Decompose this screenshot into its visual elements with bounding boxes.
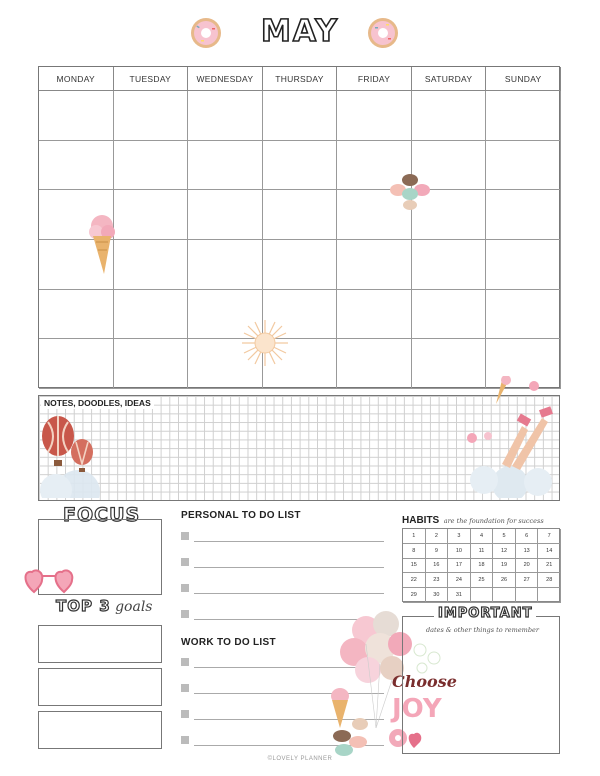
habit-day-cell[interactable]: 5: [493, 529, 516, 544]
habits-tagline: are the foundation for success: [443, 517, 544, 525]
weekday-header: SUNDAY: [486, 67, 561, 91]
calendar-day-cell[interactable]: [39, 339, 114, 389]
personal-todo-title: PERSONAL TO DO LIST: [181, 510, 301, 521]
calendar-day-cell[interactable]: [114, 190, 189, 240]
joy-word: JOY: [392, 694, 442, 724]
habit-day-cell[interactable]: 10: [448, 544, 471, 559]
sun-icon: [240, 318, 290, 368]
todo-checkbox[interactable]: [181, 658, 189, 666]
calendar-day-cell[interactable]: [263, 190, 338, 240]
top3-title: [56, 597, 153, 616]
goal-box-1[interactable]: [38, 625, 162, 663]
todo-line[interactable]: [194, 593, 384, 594]
habit-day-cell[interactable]: 28: [538, 573, 561, 588]
calendar-day-cell[interactable]: [337, 290, 412, 340]
habit-day-cell[interactable]: 29: [403, 588, 426, 603]
habit-day-cell[interactable]: 1: [403, 529, 426, 544]
calendar-day-cell[interactable]: [263, 240, 338, 290]
goal-box-2[interactable]: [38, 668, 162, 706]
weekday-header: FRIDAY: [337, 67, 412, 91]
habit-day-cell[interactable]: 3: [448, 529, 471, 544]
calendar-day-cell[interactable]: [188, 190, 263, 240]
habit-day-cell[interactable]: [516, 588, 539, 603]
habit-day-cell[interactable]: 23: [426, 573, 449, 588]
habit-day-cell[interactable]: 22: [403, 573, 426, 588]
todo-checkbox[interactable]: [181, 558, 189, 566]
calendar-day-cell[interactable]: [337, 240, 412, 290]
habit-day-cell[interactable]: 31: [448, 588, 471, 603]
calendar-day-cell[interactable]: [337, 339, 412, 389]
top3-script: goals: [115, 599, 153, 615]
calendar-day-cell[interactable]: [412, 240, 487, 290]
weekday-header: TUESDAY: [114, 67, 189, 91]
notes-label: NOTES, DOODLES, IDEAS: [41, 397, 154, 409]
calendar-day-cell[interactable]: [412, 91, 487, 141]
habits-title: HABITS: [402, 515, 440, 526]
heart-sunglasses-icon: [20, 562, 80, 598]
habit-day-cell[interactable]: 2: [426, 529, 449, 544]
habits-grid: [402, 528, 560, 602]
donut-icon-left: [189, 16, 223, 50]
todo-line[interactable]: [194, 541, 384, 542]
choose-word: Choose: [392, 672, 457, 691]
habit-day-cell[interactable]: 25: [471, 573, 494, 588]
habit-day-cell[interactable]: 20: [516, 559, 539, 574]
habit-day-cell[interactable]: 21: [538, 559, 561, 574]
work-todo-title: WORK TO DO LIST: [181, 637, 276, 648]
calendar-day-cell[interactable]: [188, 91, 263, 141]
calendar-day-cell[interactable]: [188, 141, 263, 191]
calendar-day-cell[interactable]: [39, 290, 114, 340]
top3-prefix: TOP 3: [56, 597, 111, 615]
calendar-day-cell[interactable]: [114, 290, 189, 340]
calendar-day-cell[interactable]: [39, 141, 114, 191]
todo-checkbox[interactable]: [181, 584, 189, 592]
focus-title: FOCUS: [60, 504, 143, 526]
calendar-day-cell[interactable]: [114, 339, 189, 389]
habit-day-cell[interactable]: 26: [493, 573, 516, 588]
todo-checkbox[interactable]: [181, 532, 189, 540]
habit-day-cell[interactable]: 19: [493, 559, 516, 574]
habit-day-cell[interactable]: 12: [493, 544, 516, 559]
ice-cream-cone-icon: [86, 212, 118, 276]
weekday-header: THURSDAY: [263, 67, 338, 91]
todo-checkbox[interactable]: [181, 710, 189, 718]
calendar-day-cell[interactable]: [486, 141, 561, 191]
calendar-day-cell[interactable]: [486, 190, 561, 240]
habit-day-cell[interactable]: 4: [471, 529, 494, 544]
habit-day-cell[interactable]: 27: [516, 573, 539, 588]
habit-day-cell[interactable]: 11: [471, 544, 494, 559]
calendar-day-cell[interactable]: [486, 290, 561, 340]
habit-day-cell[interactable]: 7: [538, 529, 561, 544]
weekday-header: MONDAY: [39, 67, 114, 91]
habit-day-cell[interactable]: 8: [403, 544, 426, 559]
habit-day-cell[interactable]: [538, 588, 561, 603]
floral-doodle-icon: [410, 640, 444, 676]
habit-day-cell[interactable]: 16: [426, 559, 449, 574]
habit-day-cell[interactable]: [471, 588, 494, 603]
habit-day-cell[interactable]: 24: [448, 573, 471, 588]
goal-box-3[interactable]: [38, 711, 162, 749]
habit-day-cell[interactable]: 17: [448, 559, 471, 574]
calendar-day-cell[interactable]: [39, 91, 114, 141]
habit-day-cell[interactable]: 9: [426, 544, 449, 559]
habit-day-cell[interactable]: [493, 588, 516, 603]
calendar-day-cell[interactable]: [486, 91, 561, 141]
important-box[interactable]: [402, 616, 560, 754]
important-title: IMPORTANT: [434, 606, 536, 621]
calendar-day-cell[interactable]: [188, 240, 263, 290]
weekday-header: SATURDAY: [412, 67, 487, 91]
girl-in-clouds-illustration: [462, 376, 558, 498]
important-subtitle: dates & other things to remember: [426, 626, 539, 634]
calendar-day-cell[interactable]: [486, 240, 561, 290]
footer-credit: ©LOVELY PLANNER: [267, 756, 333, 762]
donut-icon-right: [366, 16, 400, 50]
todo-line[interactable]: [194, 567, 384, 568]
page-title: MAY: [261, 14, 339, 49]
todo-checkbox[interactable]: [181, 736, 189, 744]
calendar-day-cell[interactable]: [263, 91, 338, 141]
macarons-icon: [388, 172, 432, 212]
calendar-day-cell[interactable]: [263, 141, 338, 191]
habit-day-cell[interactable]: 6: [516, 529, 539, 544]
habit-day-cell[interactable]: 15: [403, 559, 426, 574]
todo-checkbox[interactable]: [181, 684, 189, 692]
calendar-day-cell[interactable]: [337, 91, 412, 141]
habit-day-cell[interactable]: 30: [426, 588, 449, 603]
calendar-day-cell[interactable]: [114, 141, 189, 191]
calendar-day-cell[interactable]: [412, 290, 487, 340]
hot-air-balloons-icon: [38, 414, 108, 498]
habit-day-cell[interactable]: 18: [471, 559, 494, 574]
habit-day-cell[interactable]: 13: [516, 544, 539, 559]
habits-header: [402, 510, 544, 528]
calendar-day-cell[interactable]: [114, 240, 189, 290]
todo-checkbox[interactable]: [181, 610, 189, 618]
weekday-header: WEDNESDAY: [188, 67, 263, 91]
habit-day-cell[interactable]: 14: [538, 544, 561, 559]
calendar-day-cell[interactable]: [114, 91, 189, 141]
